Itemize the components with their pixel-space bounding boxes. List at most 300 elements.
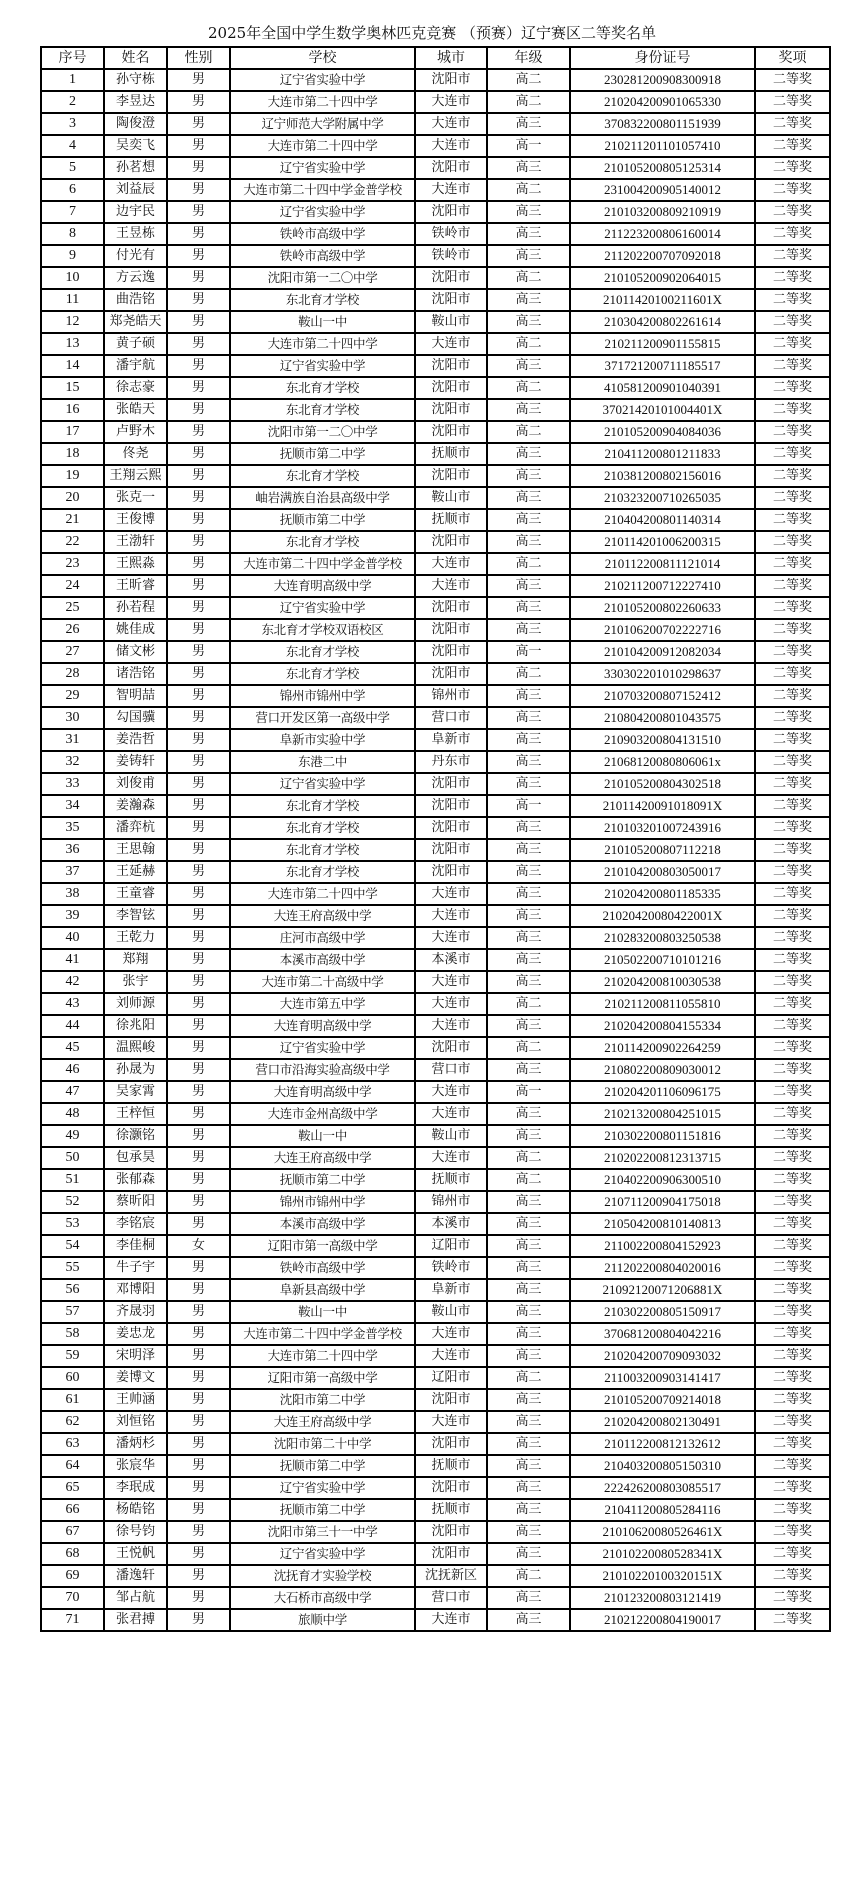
table-row xyxy=(41,861,830,883)
cell-grade: 高二 xyxy=(487,69,570,91)
document-title: 2025年全国中学生数学奥林匹克竞赛 （预赛）辽宁赛区二等奖名单 xyxy=(208,24,656,42)
cell-grade: 高三 xyxy=(487,245,570,267)
cell-city: 抚顺市 xyxy=(415,1499,487,1521)
cell-city: 大连市 xyxy=(415,333,487,355)
cell-award: 二等奖 xyxy=(755,597,830,619)
cell-index: 21 xyxy=(41,509,104,531)
cell-name: 王翔云熙 xyxy=(104,465,167,487)
cell-index: 46 xyxy=(41,1059,104,1081)
cell-name: 姜铸轩 xyxy=(104,751,167,773)
cell-grade: 高三 xyxy=(487,751,570,773)
cell-index: 20 xyxy=(41,487,104,509)
header-grade: 年级 xyxy=(487,47,570,69)
cell-grade: 高一 xyxy=(487,1081,570,1103)
cell-city: 沈阳市 xyxy=(415,531,487,553)
cell-award: 二等奖 xyxy=(755,113,830,135)
cell-award: 二等奖 xyxy=(755,1213,830,1235)
cell-school: 辽宁省实验中学 xyxy=(230,157,415,179)
cell-id-number: 210711200904175018 xyxy=(570,1191,755,1213)
cell-index: 41 xyxy=(41,949,104,971)
cell-award: 二等奖 xyxy=(755,641,830,663)
table-row xyxy=(41,641,830,663)
cell-city: 铁岭市 xyxy=(415,1257,487,1279)
cell-city: 大连市 xyxy=(415,553,487,575)
cell-index: 36 xyxy=(41,839,104,861)
cell-grade: 高三 xyxy=(487,1015,570,1037)
cell-id-number: 222426200803085517 xyxy=(570,1477,755,1499)
cell-id-number: 370681200804042216 xyxy=(570,1323,755,1345)
cell-city: 大连市 xyxy=(415,927,487,949)
cell-school: 东北育才学校 xyxy=(230,839,415,861)
cell-gender: 男 xyxy=(167,1015,230,1037)
cell-grade: 高二 xyxy=(487,1147,570,1169)
table-row xyxy=(41,553,830,575)
cell-city: 沈阳市 xyxy=(415,69,487,91)
cell-index: 42 xyxy=(41,971,104,993)
cell-city: 抚顺市 xyxy=(415,443,487,465)
cell-school: 本溪市高级中学 xyxy=(230,1213,415,1235)
cell-city: 沈抚新区 xyxy=(415,1565,487,1587)
cell-index: 26 xyxy=(41,619,104,641)
cell-grade: 高三 xyxy=(487,1191,570,1213)
cell-index: 18 xyxy=(41,443,104,465)
cell-name: 李铭宸 xyxy=(104,1213,167,1235)
cell-grade: 高三 xyxy=(487,1059,570,1081)
cell-award: 二等奖 xyxy=(755,1125,830,1147)
table-row xyxy=(41,135,830,157)
table-row xyxy=(41,1345,830,1367)
cell-grade: 高三 xyxy=(487,817,570,839)
table-row xyxy=(41,1015,830,1037)
cell-school: 沈抚育才实验学校 xyxy=(230,1565,415,1587)
cell-gender: 男 xyxy=(167,91,230,113)
cell-id-number: 210211200901155815 xyxy=(570,333,755,355)
cell-id-number: 21011420091018091X xyxy=(570,795,755,817)
cell-name: 王悦帆 xyxy=(104,1543,167,1565)
cell-grade: 高三 xyxy=(487,575,570,597)
cell-name: 刘益辰 xyxy=(104,179,167,201)
cell-id-number: 210204200810030538 xyxy=(570,971,755,993)
cell-name: 孙若程 xyxy=(104,597,167,619)
cell-grade: 高三 xyxy=(487,949,570,971)
cell-school: 大连市第二十四中学 xyxy=(230,91,415,113)
cell-gender: 男 xyxy=(167,421,230,443)
table-row xyxy=(41,289,830,311)
cell-grade: 高三 xyxy=(487,443,570,465)
cell-grade: 高三 xyxy=(487,1213,570,1235)
header-city: 城市 xyxy=(415,47,487,69)
cell-grade: 高三 xyxy=(487,1411,570,1433)
cell-grade: 高一 xyxy=(487,135,570,157)
cell-award: 二等奖 xyxy=(755,971,830,993)
cell-school: 东北育才学校 xyxy=(230,399,415,421)
cell-index: 24 xyxy=(41,575,104,597)
cell-city: 沈阳市 xyxy=(415,619,487,641)
cell-city: 沈阳市 xyxy=(415,663,487,685)
cell-name: 李智铉 xyxy=(104,905,167,927)
cell-id-number: 210204200804155334 xyxy=(570,1015,755,1037)
cell-id-number: 210114201006200315 xyxy=(570,531,755,553)
cell-index: 14 xyxy=(41,355,104,377)
cell-index: 66 xyxy=(41,1499,104,1521)
cell-index: 70 xyxy=(41,1587,104,1609)
cell-award: 二等奖 xyxy=(755,267,830,289)
table-row xyxy=(41,1081,830,1103)
cell-school: 大连市第五中学 xyxy=(230,993,415,1015)
cell-grade: 高三 xyxy=(487,597,570,619)
cell-school: 沈阳市第二十中学 xyxy=(230,1433,415,1455)
cell-id-number: 210103200809210919 xyxy=(570,201,755,223)
cell-city: 沈阳市 xyxy=(415,157,487,179)
cell-gender: 男 xyxy=(167,531,230,553)
cell-grade: 高二 xyxy=(487,333,570,355)
cell-index: 8 xyxy=(41,223,104,245)
cell-school: 辽宁省实验中学 xyxy=(230,69,415,91)
cell-index: 10 xyxy=(41,267,104,289)
header-gender: 性别 xyxy=(167,47,230,69)
cell-city: 沈阳市 xyxy=(415,421,487,443)
cell-id-number: 210112200811121014 xyxy=(570,553,755,575)
cell-school: 营口开发区第一高级中学 xyxy=(230,707,415,729)
cell-id-number: 210106200702222716 xyxy=(570,619,755,641)
cell-name: 徐兆阳 xyxy=(104,1015,167,1037)
cell-gender: 男 xyxy=(167,377,230,399)
cell-grade: 高三 xyxy=(487,839,570,861)
cell-city: 丹东市 xyxy=(415,751,487,773)
cell-id-number: 231004200905140012 xyxy=(570,179,755,201)
cell-city: 铁岭市 xyxy=(415,245,487,267)
cell-gender: 男 xyxy=(167,267,230,289)
cell-gender: 男 xyxy=(167,113,230,135)
cell-gender: 男 xyxy=(167,641,230,663)
cell-award: 二等奖 xyxy=(755,1015,830,1037)
cell-award: 二等奖 xyxy=(755,1081,830,1103)
cell-city: 大连市 xyxy=(415,179,487,201)
table-row xyxy=(41,575,830,597)
cell-name: 齐晟羽 xyxy=(104,1301,167,1323)
cell-award: 二等奖 xyxy=(755,927,830,949)
cell-name: 刘俊甫 xyxy=(104,773,167,795)
cell-index: 6 xyxy=(41,179,104,201)
cell-school: 鞍山一中 xyxy=(230,311,415,333)
cell-gender: 男 xyxy=(167,355,230,377)
cell-id-number: 210211200712227410 xyxy=(570,575,755,597)
cell-award: 二等奖 xyxy=(755,1037,830,1059)
cell-city: 沈阳市 xyxy=(415,201,487,223)
cell-id-number: 210302200801151816 xyxy=(570,1125,755,1147)
cell-city: 本溪市 xyxy=(415,949,487,971)
table-row xyxy=(41,1521,830,1543)
cell-city: 沈阳市 xyxy=(415,1433,487,1455)
cell-name: 杨皓铭 xyxy=(104,1499,167,1521)
cell-id-number: 210202200812313715 xyxy=(570,1147,755,1169)
cell-school: 大连育明高级中学 xyxy=(230,1081,415,1103)
cell-id-number: 211202200707092018 xyxy=(570,245,755,267)
cell-school: 大连育明高级中学 xyxy=(230,575,415,597)
cell-gender: 男 xyxy=(167,289,230,311)
cell-index: 11 xyxy=(41,289,104,311)
cell-grade: 高三 xyxy=(487,531,570,553)
cell-award: 二等奖 xyxy=(755,223,830,245)
cell-school: 抚顺市第二中学 xyxy=(230,1455,415,1477)
cell-school: 阜新县高级中学 xyxy=(230,1279,415,1301)
cell-school: 东北育才学校 xyxy=(230,861,415,883)
table-row xyxy=(41,1389,830,1411)
cell-city: 沈阳市 xyxy=(415,839,487,861)
cell-id-number: 210302200805150917 xyxy=(570,1301,755,1323)
cell-index: 40 xyxy=(41,927,104,949)
cell-city: 辽阳市 xyxy=(415,1235,487,1257)
table-row xyxy=(41,949,830,971)
cell-city: 阜新市 xyxy=(415,1279,487,1301)
cell-grade: 高三 xyxy=(487,1587,570,1609)
cell-index: 7 xyxy=(41,201,104,223)
table-row xyxy=(41,245,830,267)
cell-name: 郑翔 xyxy=(104,949,167,971)
cell-index: 63 xyxy=(41,1433,104,1455)
cell-award: 二等奖 xyxy=(755,201,830,223)
cell-index: 37 xyxy=(41,861,104,883)
cell-index: 33 xyxy=(41,773,104,795)
cell-city: 沈阳市 xyxy=(415,377,487,399)
award-table xyxy=(40,46,831,1632)
cell-city: 大连市 xyxy=(415,1609,487,1631)
cell-city: 沈阳市 xyxy=(415,641,487,663)
cell-city: 大连市 xyxy=(415,1103,487,1125)
table-row xyxy=(41,773,830,795)
cell-school: 辽宁省实验中学 xyxy=(230,201,415,223)
cell-gender: 男 xyxy=(167,509,230,531)
cell-city: 抚顺市 xyxy=(415,1169,487,1191)
cell-name: 姜博文 xyxy=(104,1367,167,1389)
cell-city: 沈阳市 xyxy=(415,465,487,487)
cell-gender: 男 xyxy=(167,663,230,685)
cell-grade: 高三 xyxy=(487,465,570,487)
cell-index: 44 xyxy=(41,1015,104,1037)
cell-name: 徐号钧 xyxy=(104,1521,167,1543)
table-row xyxy=(41,201,830,223)
cell-id-number: 211002200804152923 xyxy=(570,1235,755,1257)
cell-school: 岫岩满族自治县高级中学 xyxy=(230,487,415,509)
cell-gender: 男 xyxy=(167,1059,230,1081)
cell-grade: 高二 xyxy=(487,1169,570,1191)
cell-id-number: 210204200901065330 xyxy=(570,91,755,113)
cell-gender: 男 xyxy=(167,1499,230,1521)
cell-city: 大连市 xyxy=(415,91,487,113)
header-school: 学校 xyxy=(230,47,415,69)
cell-id-number: 230281200908300918 xyxy=(570,69,755,91)
cell-award: 二等奖 xyxy=(755,1543,830,1565)
cell-city: 沈阳市 xyxy=(415,1477,487,1499)
cell-id-number: 370832200801151939 xyxy=(570,113,755,135)
cell-grade: 高三 xyxy=(487,399,570,421)
cell-id-number: 210211201101057410 xyxy=(570,135,755,157)
cell-id-number: 210114200902264259 xyxy=(570,1037,755,1059)
cell-index: 54 xyxy=(41,1235,104,1257)
cell-name: 邹占航 xyxy=(104,1587,167,1609)
cell-gender: 男 xyxy=(167,1037,230,1059)
cell-index: 16 xyxy=(41,399,104,421)
cell-name: 孙茗想 xyxy=(104,157,167,179)
cell-gender: 男 xyxy=(167,245,230,267)
cell-name: 刘恒铭 xyxy=(104,1411,167,1433)
cell-name: 郑尧皓天 xyxy=(104,311,167,333)
cell-school: 沈阳市第三十一中学 xyxy=(230,1521,415,1543)
cell-name: 包承昊 xyxy=(104,1147,167,1169)
table-row xyxy=(41,1147,830,1169)
cell-award: 二等奖 xyxy=(755,157,830,179)
cell-award: 二等奖 xyxy=(755,421,830,443)
cell-name: 王熙淼 xyxy=(104,553,167,575)
cell-id-number: 210323200710265035 xyxy=(570,487,755,509)
cell-id-number: 210802200809030012 xyxy=(570,1059,755,1081)
cell-city: 大连市 xyxy=(415,1345,487,1367)
cell-index: 22 xyxy=(41,531,104,553)
cell-name: 诸浩铭 xyxy=(104,663,167,685)
cell-grade: 高三 xyxy=(487,1301,570,1323)
cell-index: 19 xyxy=(41,465,104,487)
cell-id-number: 210204201106096175 xyxy=(570,1081,755,1103)
cell-gender: 男 xyxy=(167,1389,230,1411)
cell-name: 张皓天 xyxy=(104,399,167,421)
cell-gender: 男 xyxy=(167,487,230,509)
cell-school: 铁岭市高级中学 xyxy=(230,1257,415,1279)
cell-school: 大连市第二十四中学金普学校 xyxy=(230,1323,415,1345)
cell-id-number: 210204200802130491 xyxy=(570,1411,755,1433)
table-row xyxy=(41,1323,830,1345)
cell-index: 2 xyxy=(41,91,104,113)
cell-award: 二等奖 xyxy=(755,91,830,113)
cell-award: 二等奖 xyxy=(755,1257,830,1279)
table-row xyxy=(41,729,830,751)
cell-id-number: 210411200805284116 xyxy=(570,1499,755,1521)
cell-gender: 男 xyxy=(167,993,230,1015)
cell-gender: 男 xyxy=(167,1213,230,1235)
cell-award: 二等奖 xyxy=(755,949,830,971)
cell-id-number: 210204200801185335 xyxy=(570,883,755,905)
cell-city: 沈阳市 xyxy=(415,399,487,421)
table-row xyxy=(41,531,830,553)
cell-name: 蔡昕阳 xyxy=(104,1191,167,1213)
cell-school: 辽宁师范大学附属中学 xyxy=(230,113,415,135)
cell-award: 二等奖 xyxy=(755,1279,830,1301)
table-row xyxy=(41,1235,830,1257)
cell-city: 大连市 xyxy=(415,1323,487,1345)
cell-name: 卢野木 xyxy=(104,421,167,443)
cell-school: 辽宁省实验中学 xyxy=(230,597,415,619)
cell-school: 抚顺市第二中学 xyxy=(230,1169,415,1191)
cell-gender: 男 xyxy=(167,707,230,729)
cell-award: 二等奖 xyxy=(755,575,830,597)
cell-gender: 男 xyxy=(167,465,230,487)
cell-gender: 男 xyxy=(167,883,230,905)
cell-school: 东北育才学校 xyxy=(230,641,415,663)
cell-index: 28 xyxy=(41,663,104,685)
cell-school: 辽宁省实验中学 xyxy=(230,1543,415,1565)
cell-city: 阜新市 xyxy=(415,729,487,751)
table-row xyxy=(41,509,830,531)
table-row xyxy=(41,795,830,817)
table-row xyxy=(41,1609,830,1631)
cell-city: 营口市 xyxy=(415,1587,487,1609)
header-name: 姓名 xyxy=(104,47,167,69)
cell-school: 东北育才学校 xyxy=(230,663,415,685)
cell-school: 大连市第二十四中学金普学校 xyxy=(230,553,415,575)
table-row xyxy=(41,311,830,333)
table-row xyxy=(41,839,830,861)
cell-grade: 高一 xyxy=(487,795,570,817)
cell-grade: 高三 xyxy=(487,1257,570,1279)
cell-grade: 高三 xyxy=(487,1103,570,1125)
table-row xyxy=(41,1169,830,1191)
cell-id-number: 210402200906300510 xyxy=(570,1169,755,1191)
cell-award: 二等奖 xyxy=(755,1455,830,1477)
cell-city: 沈阳市 xyxy=(415,795,487,817)
cell-id-number: 210212200804190017 xyxy=(570,1609,755,1631)
cell-index: 67 xyxy=(41,1521,104,1543)
cell-index: 60 xyxy=(41,1367,104,1389)
cell-city: 辽阳市 xyxy=(415,1367,487,1389)
cell-grade: 高三 xyxy=(487,971,570,993)
cell-city: 大连市 xyxy=(415,993,487,1015)
cell-name: 付光有 xyxy=(104,245,167,267)
cell-school: 辽宁省实验中学 xyxy=(230,773,415,795)
cell-gender: 男 xyxy=(167,839,230,861)
cell-name: 张宸华 xyxy=(104,1455,167,1477)
table-row xyxy=(41,1191,830,1213)
cell-index: 43 xyxy=(41,993,104,1015)
cell-grade: 高三 xyxy=(487,1433,570,1455)
cell-gender: 男 xyxy=(167,817,230,839)
cell-city: 沈阳市 xyxy=(415,1037,487,1059)
cell-award: 二等奖 xyxy=(755,509,830,531)
cell-city: 营口市 xyxy=(415,707,487,729)
cell-grade: 高二 xyxy=(487,179,570,201)
cell-id-number: 210403200805150310 xyxy=(570,1455,755,1477)
cell-name: 孙守栋 xyxy=(104,69,167,91)
cell-name: 王俊博 xyxy=(104,509,167,531)
table-row xyxy=(41,685,830,707)
cell-school: 营口市沿海实验高级中学 xyxy=(230,1059,415,1081)
cell-grade: 高三 xyxy=(487,1609,570,1631)
cell-award: 二等奖 xyxy=(755,443,830,465)
cell-id-number: 211003200903141417 xyxy=(570,1367,755,1389)
table-row xyxy=(41,751,830,773)
table-row xyxy=(41,707,830,729)
cell-award: 二等奖 xyxy=(755,795,830,817)
cell-id-number: 210411200801211833 xyxy=(570,443,755,465)
cell-award: 二等奖 xyxy=(755,751,830,773)
cell-name: 温熙峻 xyxy=(104,1037,167,1059)
cell-gender: 男 xyxy=(167,905,230,927)
cell-id-number: 210211200811055810 xyxy=(570,993,755,1015)
cell-award: 二等奖 xyxy=(755,1499,830,1521)
cell-index: 38 xyxy=(41,883,104,905)
cell-grade: 高三 xyxy=(487,157,570,179)
cell-grade: 高二 xyxy=(487,267,570,289)
cell-id-number: 330302201010298637 xyxy=(570,663,755,685)
cell-index: 64 xyxy=(41,1455,104,1477)
cell-school: 铁岭市高级中学 xyxy=(230,245,415,267)
cell-grade: 高三 xyxy=(487,509,570,531)
cell-id-number: 210104200912082034 xyxy=(570,641,755,663)
cell-name: 徐灏铭 xyxy=(104,1125,167,1147)
cell-name: 孙晟为 xyxy=(104,1059,167,1081)
cell-grade: 高三 xyxy=(487,1235,570,1257)
cell-id-number: 210502200710101216 xyxy=(570,949,755,971)
cell-id-number: 210381200802156016 xyxy=(570,465,755,487)
cell-grade: 高二 xyxy=(487,1367,570,1389)
